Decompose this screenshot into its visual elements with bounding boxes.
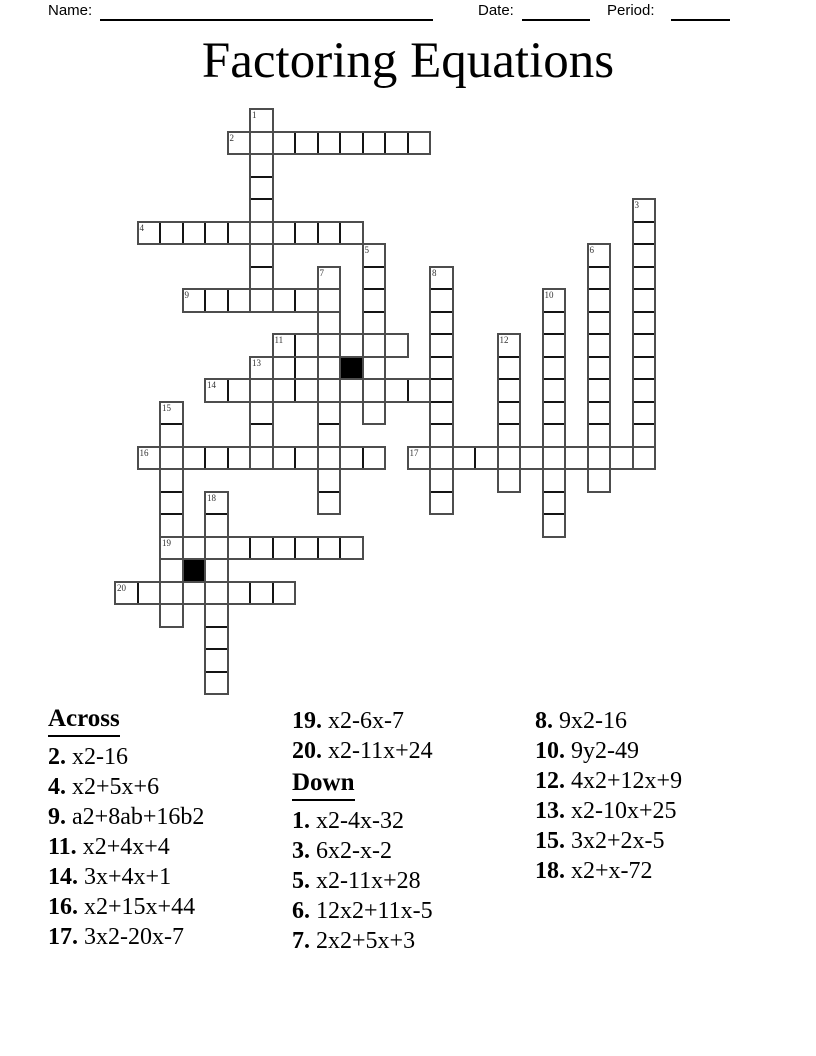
clue-text: x2+15x+44	[84, 894, 196, 920]
clue-number: 1.	[292, 808, 316, 834]
grid-cell	[363, 132, 386, 155]
grid-cell	[408, 132, 431, 155]
grid-cell	[160, 604, 183, 627]
grid-cell	[250, 379, 273, 402]
clue-item	[292, 866, 433, 896]
grid-cell	[205, 649, 228, 672]
cell-number: 18	[207, 492, 216, 503]
grid-cell	[430, 357, 453, 380]
grid-cell	[295, 357, 318, 380]
grid-cell	[250, 402, 273, 425]
clue-item	[48, 862, 204, 892]
clue-text: 2x2+5x+3	[316, 928, 416, 954]
cell-number: 10	[544, 290, 554, 300]
grid-cell	[205, 604, 228, 627]
clue-number: 7.	[292, 928, 316, 954]
clue-item	[48, 832, 204, 862]
clue-text: 3x2-20x-7	[84, 924, 184, 950]
grid-cell	[363, 289, 386, 312]
grid-cell	[273, 357, 296, 380]
clue-text: x2-4x-32	[316, 808, 404, 834]
grid-cell	[543, 469, 566, 492]
clue-number: 11.	[48, 834, 83, 860]
grid-cell	[160, 492, 183, 515]
clue-number: 15.	[535, 828, 571, 854]
grid-cell	[228, 447, 251, 470]
grid-cell	[160, 424, 183, 447]
clues-column-across	[48, 702, 204, 952]
grid-cell	[633, 447, 656, 470]
grid-cell	[318, 469, 341, 492]
grid-cell	[228, 222, 251, 245]
grid-cell	[160, 222, 183, 245]
clue-item	[535, 856, 682, 886]
clue-number: 3.	[292, 838, 316, 864]
cell-number: 8	[432, 267, 437, 278]
cell-number: 15	[162, 402, 171, 413]
clue-number: 12.	[535, 768, 571, 794]
grid-cell	[160, 582, 183, 605]
cell-number: 7	[319, 267, 324, 278]
grid-cell	[543, 334, 566, 357]
grid-cell	[588, 402, 611, 425]
grid-cell	[273, 132, 296, 155]
grid-cell	[498, 447, 521, 470]
clue-number: 17.	[48, 924, 84, 950]
grid-cell	[295, 537, 318, 560]
clue-number: 5.	[292, 868, 316, 894]
grid-cell	[543, 447, 566, 470]
grid-cell	[318, 537, 341, 560]
grid-cell	[295, 447, 318, 470]
grid-cell	[205, 672, 228, 695]
clue-item	[48, 742, 204, 772]
grid-cell	[205, 222, 228, 245]
clue-text: 12x2+11x-5	[316, 898, 433, 924]
grid-cell	[543, 357, 566, 380]
grid-cell	[160, 514, 183, 537]
grid-cell	[273, 537, 296, 560]
grid-cell	[498, 379, 521, 402]
grid-cell	[160, 469, 183, 492]
clue-item	[535, 796, 682, 826]
grid-cell	[453, 447, 476, 470]
clue-heading-across	[48, 702, 204, 737]
clue-text: 9x2-16	[559, 708, 627, 734]
grid-cell	[633, 312, 656, 335]
clue-text: x2-11x+24	[328, 738, 433, 764]
clue-text: 9y2-49	[571, 738, 639, 764]
clue-heading-down	[292, 766, 433, 801]
grid-cell	[228, 289, 251, 312]
clue-number: 6.	[292, 898, 316, 924]
clue-text: x2+x-72	[571, 858, 653, 884]
grid-cell	[250, 582, 273, 605]
grid-cell	[273, 447, 296, 470]
grid-cell	[160, 559, 183, 582]
grid-cell	[205, 627, 228, 650]
grid-cell	[250, 289, 273, 312]
grid-cell	[273, 222, 296, 245]
grid-cell	[205, 514, 228, 537]
clue-text: x2+4x+4	[82, 834, 170, 860]
grid-cell	[250, 132, 273, 155]
grid-cell	[318, 132, 341, 155]
grid-cell	[295, 289, 318, 312]
cell-number: 4	[139, 222, 144, 233]
grid-cell	[633, 244, 656, 267]
clue-number: 20.	[292, 738, 328, 764]
clue-number: 8.	[535, 708, 559, 734]
cell-number: 19	[162, 537, 171, 548]
grid-cell	[340, 537, 363, 560]
clue-text: 6x2-x-2	[316, 838, 392, 864]
clue-item	[535, 706, 682, 736]
grid-cell	[295, 222, 318, 245]
grid-cell	[363, 447, 386, 470]
grid-cell	[250, 424, 273, 447]
grid-cell	[205, 447, 228, 470]
grid-cell	[295, 334, 318, 357]
clue-item	[48, 772, 204, 802]
grid-cell	[318, 312, 341, 335]
grid-cell	[250, 244, 273, 267]
clue-number: 2.	[48, 744, 72, 770]
grid-cell	[250, 222, 273, 245]
cell-number: 3	[634, 200, 639, 210]
clue-text: x2-16	[72, 744, 128, 770]
clue-number: 4.	[48, 774, 72, 800]
cell-number: 17	[409, 447, 419, 458]
cell-number: 1	[252, 110, 257, 120]
grid-cell	[430, 469, 453, 492]
grid-cell	[363, 402, 386, 425]
grid-cell	[588, 312, 611, 335]
grid-cell	[273, 379, 296, 402]
grid-cell	[498, 424, 521, 447]
grid-cell	[385, 132, 408, 155]
cell-number: 14	[207, 380, 216, 390]
clue-item	[292, 896, 433, 926]
grid-cell	[408, 379, 431, 402]
clue-item	[48, 892, 204, 922]
date-label: Date:	[478, 2, 514, 19]
grid-cell	[498, 357, 521, 380]
grid-cell	[588, 424, 611, 447]
grid-cell	[430, 402, 453, 425]
grid-cell	[340, 222, 363, 245]
clue-item	[535, 736, 682, 766]
grid-cell	[430, 379, 453, 402]
grid-cell	[363, 334, 386, 357]
grid-cell	[588, 289, 611, 312]
grid-cell	[228, 379, 251, 402]
grid-cell	[430, 447, 453, 470]
clue-text: a2+8ab+16b2	[72, 804, 205, 830]
grid-cell	[318, 424, 341, 447]
clues-column-middle	[292, 706, 433, 956]
clue-number: 13.	[535, 798, 571, 824]
grid-cell	[430, 312, 453, 335]
black-cell	[340, 357, 363, 380]
grid-cell	[138, 582, 161, 605]
cell-number: 11	[274, 335, 284, 345]
grid-cell	[228, 537, 251, 560]
grid-cell	[340, 379, 363, 402]
grid-cell	[363, 357, 386, 380]
grid-cell	[633, 357, 656, 380]
grid-cell	[430, 289, 453, 312]
grid-cell	[295, 132, 318, 155]
grid-cell	[363, 312, 386, 335]
grid-cell	[250, 154, 273, 177]
grid-cell	[498, 469, 521, 492]
grid-cell	[205, 582, 228, 605]
clue-text: 4x2+12x+9	[571, 768, 683, 794]
grid-cell	[588, 267, 611, 290]
grid-cell	[633, 222, 656, 245]
clue-heading-text: Across	[48, 702, 120, 737]
grid-cell	[250, 447, 273, 470]
clue-text: x2+5x+6	[72, 774, 160, 800]
grid-cell	[610, 447, 633, 470]
period-label: Period:	[607, 2, 655, 19]
grid-cell	[340, 447, 363, 470]
grid-cell	[205, 289, 228, 312]
clue-number: 9.	[48, 804, 72, 830]
grid-cell	[318, 357, 341, 380]
grid-cell	[318, 492, 341, 515]
grid-cell	[385, 379, 408, 402]
grid-cell	[273, 582, 296, 605]
grid-cell	[318, 334, 341, 357]
grid-cell	[633, 334, 656, 357]
grid-cell	[633, 379, 656, 402]
grid-cell	[430, 492, 453, 515]
grid-cell	[363, 267, 386, 290]
clue-number: 18.	[535, 858, 571, 884]
grid-cell	[318, 289, 341, 312]
grid-cell	[588, 357, 611, 380]
cell-number: 16	[139, 447, 149, 458]
page-title: Factoring Equations	[201, 33, 615, 89]
grid-cell	[183, 582, 206, 605]
clue-text: 3x+4x+1	[84, 864, 172, 890]
grid-cell	[543, 312, 566, 335]
clue-item	[292, 806, 433, 836]
clue-number: 14.	[48, 864, 84, 890]
grid-cell	[543, 402, 566, 425]
grid-cell	[318, 379, 341, 402]
clue-item	[292, 706, 433, 736]
clue-text: 3x2+2x-5	[571, 828, 665, 854]
name-label: Name:	[48, 2, 93, 19]
grid-cell	[475, 447, 498, 470]
grid-cell	[160, 447, 183, 470]
clue-number: 16.	[48, 894, 84, 920]
grid-cell	[588, 447, 611, 470]
clue-number: 10.	[535, 738, 571, 764]
grid-cell	[633, 402, 656, 425]
grid-cell	[543, 424, 566, 447]
cell-number: 13	[252, 357, 261, 368]
cell-number: 2	[229, 132, 234, 143]
grid-cell	[588, 469, 611, 492]
clue-item	[292, 736, 433, 766]
clue-item	[535, 766, 682, 796]
grid-cell	[633, 424, 656, 447]
grid-cell	[543, 514, 566, 537]
grid-cell	[430, 334, 453, 357]
grid-cell	[385, 334, 408, 357]
grid-cell	[588, 334, 611, 357]
grid-cell	[183, 537, 206, 560]
grid-cell	[318, 402, 341, 425]
grid-cell	[633, 289, 656, 312]
clue-item	[535, 826, 682, 856]
cell-number: 20	[117, 582, 126, 593]
clue-item	[48, 922, 204, 952]
grid-cell	[295, 379, 318, 402]
grid-cell	[250, 199, 273, 222]
grid-cell	[205, 537, 228, 560]
clue-heading-text: Down	[292, 766, 355, 801]
grid-cell	[205, 559, 228, 582]
grid-cell	[273, 289, 296, 312]
grid-cell	[340, 334, 363, 357]
grid-cell	[250, 177, 273, 200]
grid-cell	[520, 447, 543, 470]
clue-number: 19.	[292, 708, 328, 734]
clue-text: x2-11x+28	[316, 868, 421, 894]
grid-cell	[543, 379, 566, 402]
grid-cell	[633, 267, 656, 290]
grid-cell	[318, 222, 341, 245]
grid-cell	[250, 537, 273, 560]
cell-number: 5	[364, 245, 369, 255]
grid-cell	[498, 402, 521, 425]
grid-cell	[565, 447, 588, 470]
grid-cell	[250, 267, 273, 290]
grid-cell	[183, 222, 206, 245]
black-cell	[183, 559, 206, 582]
cell-number: 6	[589, 245, 594, 255]
grid-cell	[588, 379, 611, 402]
clue-item	[292, 926, 433, 956]
clue-item	[292, 836, 433, 866]
grid-cell	[318, 447, 341, 470]
grid-cell	[543, 492, 566, 515]
clues-column-right	[535, 706, 682, 886]
grid-cell	[340, 132, 363, 155]
grid-cell	[228, 582, 251, 605]
clue-text: x2-6x-7	[328, 708, 404, 734]
grid-cell	[363, 379, 386, 402]
grid-cell	[183, 447, 206, 470]
clue-item	[48, 802, 204, 832]
clue-text: x2-10x+25	[571, 798, 677, 824]
grid-cell	[430, 424, 453, 447]
cell-number: 9	[184, 290, 189, 300]
cell-number: 12	[499, 335, 509, 345]
